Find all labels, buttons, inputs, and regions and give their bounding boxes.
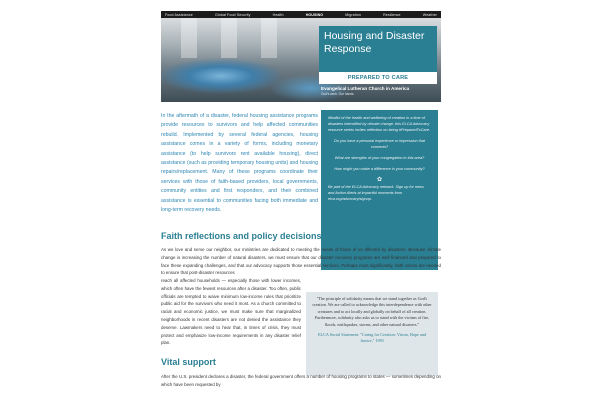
organization-tagline: God's work. Our hands. [321,92,355,96]
window-light [221,18,237,58]
faith-paragraph-2: reach all affected households — especially those with lower incomes, which often have the fewest resources after a disaster. Too often, public officials are tempted to waive minimum low-income rules that prioritize public aid for the survivors who need it most. As a church committed to racial and economic justice, we must make sure that marginalized neighborhoods in recent disasters are not denied the assistance they deserve. Lawmakers need to hear that, in times of crisis, they must protect and emphasize low-income requirements in any disaster relief plan. [161,278,301,346]
nav-item-food-assistance[interactable]: Food Assistance [165,12,193,17]
faith-paragraph-1: As we love and serve our neighbor, our ministries are dedicated to meeting the needs of those of us affected by disasters. Because climate change is increasing the number of natural disasters, we must ensure that our disaster recovery programs are well financed and prepared to face these expanding challenges, and that our advocacy supports those essential services. Perhaps most significantly, faith voices are needed to ensure that post-disaster resources [161,247,441,276]
document-page [161,0,441,400]
quote-text: "The principle of solidarity means that we stand together as God's creation. We are called to acknowledge this interdependence with other creatures and to act locally and globally on behalf of all creation. Furthermore, solidarity also asks us to stand with the victims of fire, floods, earthquakes, storms, and other natural disasters." [312,296,432,327]
quote-attribution: ELCA Social Statement: "Caring for Creation: Vision, Hope and Justice," 1993 [317,332,427,344]
page-subtitle: PREPARED TO CARE [347,75,409,81]
intro-paragraph: In the aftermath of a disaster, federal housing assistance programs provide resources to survivors and help affected communities rebuild. Implemented by several federal agencies, housing assistance comes in a variety of forms, including monetary assistance (to help survivors rent available housing), direct assistance (such as providing temporary housing units) and housing repairs/replacement. Many of these programs coordinate their services with those of faith-based providers, local governments, community entities and first responders, and their combined assistance is essential to communities facing both immediate and long-term recovery needs. [161,113,318,214]
nav-item-housing[interactable]: HOUSING [305,12,324,17]
hands-icon: ✿ [376,177,383,183]
sidebar-cta: Be part of the ELCA Advocacy network. Sign up for news and Action Alerts at impactful moments from elca.org/advocacy/signup. [328,185,424,201]
window-light [181,18,197,58]
title-box [319,26,437,72]
nav-item-weather[interactable]: Weather [422,12,437,17]
vital-support-paragraph: After the U.S. president declares a disaster, the federal government offers a number of housing programs to states — sometimes depending on which have been requested by [161,374,441,387]
page-title: Housing and Disaster Response [324,30,425,55]
hero-banner [161,18,441,102]
sidebar-question: What are strengths of your congregation in this area? [334,156,425,160]
section-heading-faith: Faith reflections and policy decisions [161,231,322,241]
nav-item-resilience[interactable]: Resilience [383,12,401,17]
section-heading-vital-support: Vital support [161,357,216,367]
sidebar-intro: Mindful of the health and wellbeing of creation in a time of disasters intensified by climate change, this ELCA Advocacy resource series invites reflection on being #PreparedToCare. [328,116,431,132]
sidebar-question: How might you make a difference in your community? [334,167,425,171]
nav-item-health[interactable]: Health [272,12,284,17]
quote-box [306,292,438,376]
window-light [261,18,277,58]
sidebar-question: Do you have a personal experience or impression that connects? [334,139,425,149]
nav-item-global-food-security[interactable]: Global Food Security [214,12,251,17]
nav-item-migration[interactable]: Migration [345,12,361,17]
topic-nav-bar [161,11,441,18]
subtitle-box [319,72,437,84]
organization-name: Evangelical Lutheran Church in America [321,86,410,91]
